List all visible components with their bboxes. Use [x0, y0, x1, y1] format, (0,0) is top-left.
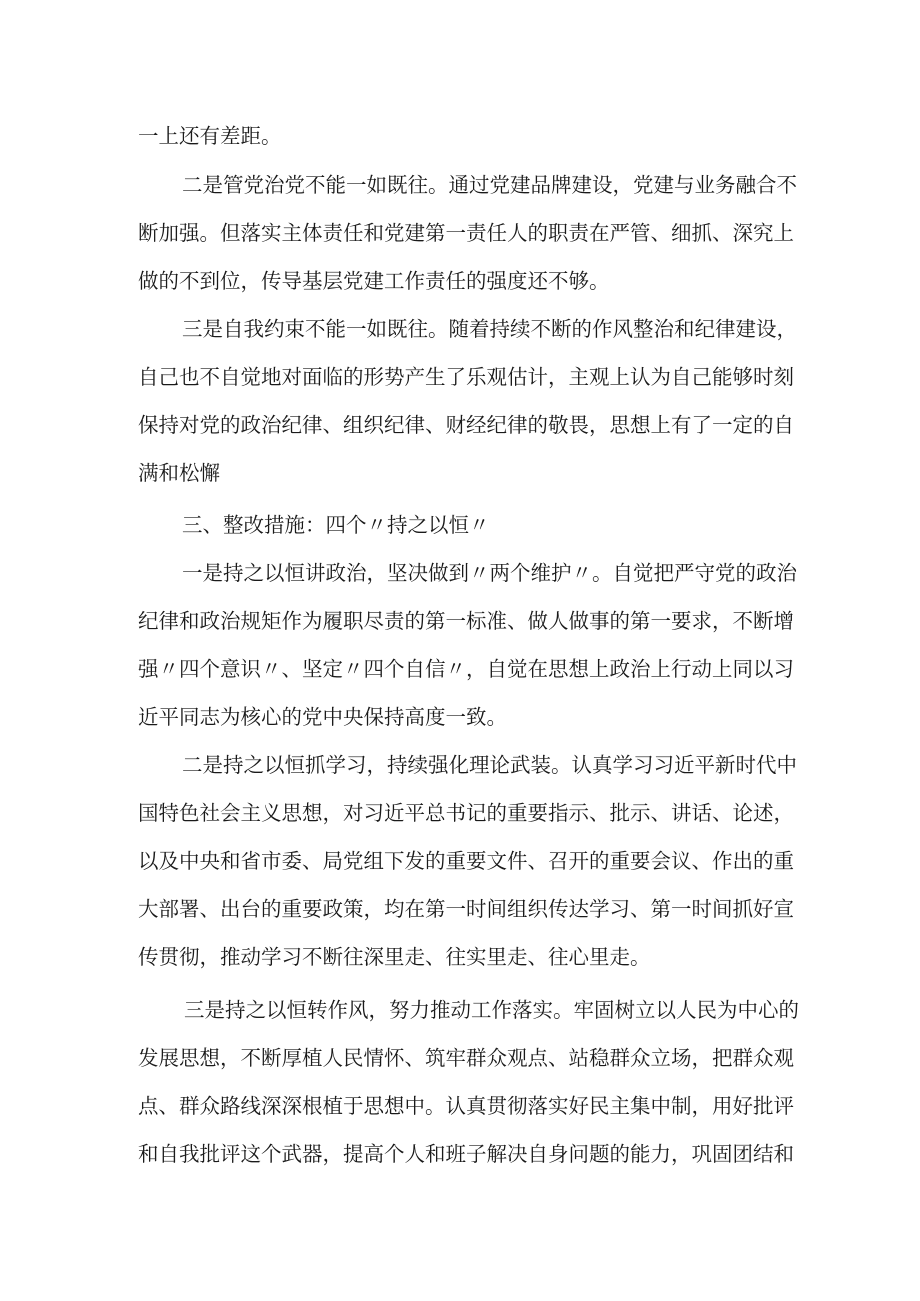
text-line: 和自我批评这个武器，提高个人和班子解决自身问题的能力，巩固团结和	[138, 1142, 794, 1166]
text-line: 保持对党的政治纪律、组织纪律、财经纪律的敬畏，思想上有了一定的自	[138, 413, 794, 437]
text-line: 一上还有差距。	[138, 124, 282, 148]
text-line: 三是持之以恒转作风，努力推动工作落实。牢固树立以人民为中心的	[184, 998, 799, 1022]
text-line: 以及中央和省市委、局党组下发的重要文件、召开的重要会议、作出的重	[138, 849, 794, 873]
text-line: 做的不到位，传导基层党建工作责任的强度还不够。	[138, 269, 610, 293]
text-line: 近平同志为核心的党中央保持高度一致。	[138, 705, 507, 729]
text-line: 二是管党治党不能一如既往。通过党建品牌建设，党建与业务融合不	[182, 173, 797, 197]
text-line: 断加强。但落实主体责任和党建第一责任人的职责在严管、细抓、深究上	[138, 221, 794, 245]
text-line: 传贯彻，推动学习不断往深里走、往实里走、往心里走。	[138, 945, 651, 969]
text-line: 强〃四个意识〃、坚定〃四个自信〃，自觉在思想上政治上行动上同以习	[138, 657, 794, 681]
text-line: 满和松懈	[138, 461, 220, 485]
text-line: 国特色社会主义思想，对习近平总书记的重要指示、批示、讲话、论述，	[138, 801, 794, 825]
text-line: 点、群众路线深深根植于思想中。认真贯彻落实好民主集中制，用好批评	[138, 1094, 794, 1118]
section-heading: 三、整改措施：四个〃持之以恒〃	[182, 513, 490, 537]
text-line: 自己也不自觉地对面临的形势产生了乐观估计，主观上认为自己能够时刻	[138, 365, 794, 389]
text-line: 发展思想，不断厚植人民情怀、筑牢群众观点、站稳群众立场，把群众观	[138, 1046, 794, 1070]
text-line: 二是持之以恒抓学习，持续强化理论武装。认真学习习近平新时代中	[182, 753, 797, 777]
text-line: 纪律和政治规矩作为履职尽责的第一标准、做人做事的第一要求，不断增	[138, 609, 794, 633]
text-line: 三是自我约束不能一如既往。随着持续不断的作风整治和纪律建设，	[182, 317, 797, 341]
text-line: 一是持之以恒讲政治，坚决做到〃两个维护〃。自觉把严守党的政治	[182, 561, 797, 585]
text-line: 大部署、出台的重要政策，均在第一时间组织传达学习、第一时间抓好宣	[138, 897, 794, 921]
